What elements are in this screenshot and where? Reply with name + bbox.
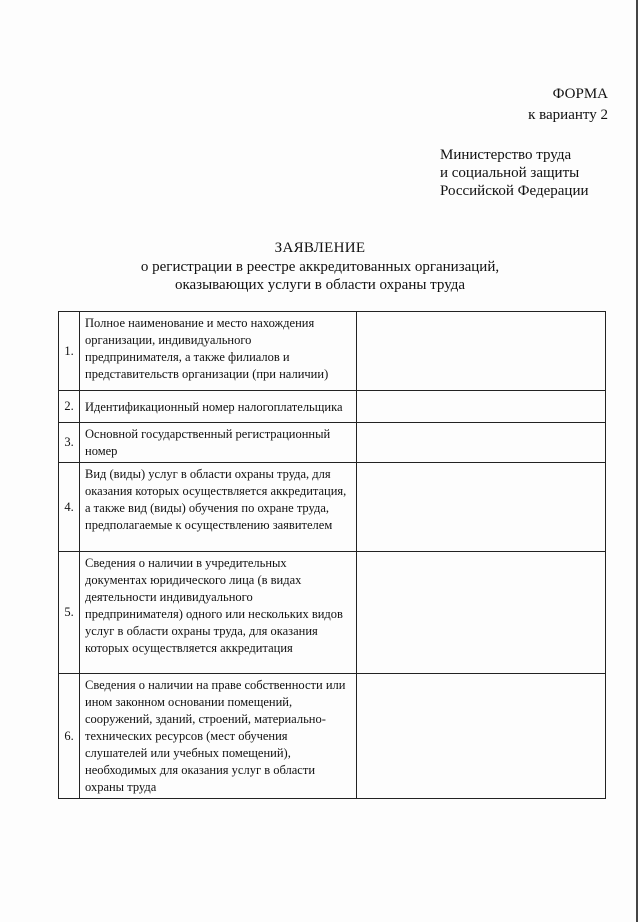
table-row: [59, 391, 606, 423]
row-number: 1.: [59, 312, 80, 391]
table-row: [59, 423, 606, 463]
row-label: Идентификационный номер налогоплательщика: [80, 391, 357, 423]
form-label: ФОРМА: [552, 86, 608, 102]
table-row: [59, 674, 606, 799]
row-number: 3.: [59, 423, 80, 463]
row-value-field[interactable]: [357, 312, 606, 391]
row-number: 5.: [59, 552, 80, 674]
row-number: 2.: [59, 391, 80, 423]
table-row: [59, 552, 606, 674]
row-label: Полное наименование и место нахождения организации, индивидуального предпринимателя, а также филиалов и представительств организации (при наличии): [80, 312, 357, 391]
row-value-field[interactable]: [357, 463, 606, 552]
application-table: [58, 311, 606, 799]
addressee-block: [440, 146, 589, 200]
title-main: ЗАЯВЛЕНИЕ: [274, 240, 366, 256]
row-label: Основной государственный регистрационный номер: [80, 423, 357, 463]
title-subtitle: о регистрации в реестре аккредитованных организаций,: [140, 258, 500, 275]
document-title: [0, 239, 640, 295]
addressee-line: Министерство труда: [440, 147, 572, 163]
addressee-line: Российской Федерации: [440, 183, 589, 199]
row-label: Сведения о наличии на праве собственности или ином законном основании помещений, сооружений, зданий, строений, материально-технических ресурсов (мест обучения слушателей или учебных помещений), необходимых для оказания услуг в области охраны труда: [80, 674, 357, 799]
row-value-field[interactable]: [357, 391, 606, 423]
row-value-field[interactable]: [357, 552, 606, 674]
row-number: 4.: [59, 463, 80, 552]
row-value-field[interactable]: [357, 674, 606, 799]
form-variant: к варианту 2: [528, 107, 608, 123]
form-header: [528, 84, 608, 126]
row-label: Сведения о наличии в учредительных документах юридического лица (в видах деятельности индивидуального предпринимателя) одного или нескольких видов услуг в области охраны труда, для оказания которых осуществляется аккредитация: [80, 552, 357, 674]
table-row: [59, 463, 606, 552]
row-value-field[interactable]: [357, 423, 606, 463]
row-label: Вид (виды) услуг в области охраны труда, для оказания которых осуществляется аккредитация, а также вид (виды) обучения по охране труда, предполагаемые к осуществлению заявителем: [80, 463, 357, 552]
table-row: [59, 312, 606, 391]
scan-edge: [636, 0, 638, 922]
addressee-line: и социальной защиты: [440, 165, 580, 181]
row-number: 6.: [59, 674, 80, 799]
title-subtitle: оказывающих услуги в области охраны труда: [174, 277, 466, 293]
